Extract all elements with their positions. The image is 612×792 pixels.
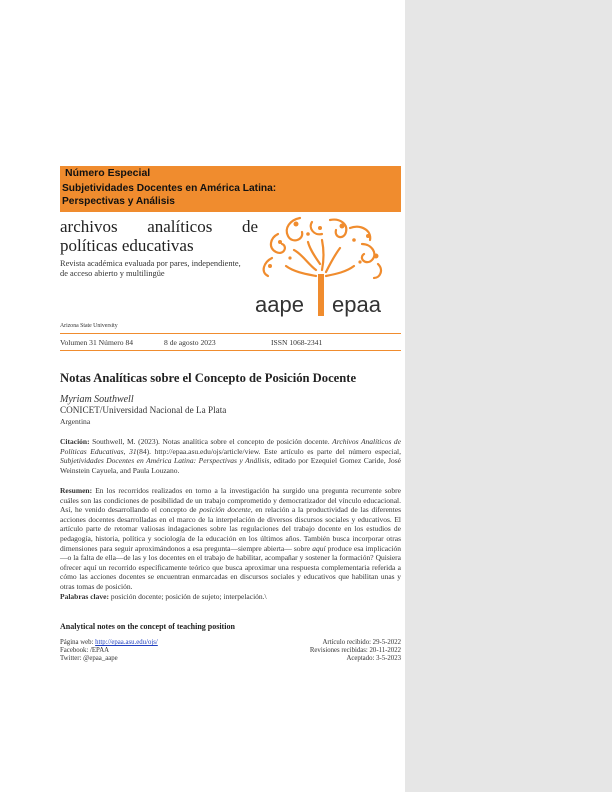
article-title: Notas Analíticas sobre el Concepto de Posición Docente xyxy=(60,371,357,385)
special-issue-banner xyxy=(60,166,401,212)
issue-date: 8 de agosto 2023 xyxy=(164,338,216,347)
logo-text-epaa: epaa xyxy=(332,292,381,317)
journal-word-1: archivos xyxy=(60,217,118,236)
received-date: Artículo recibido: 29-5-2022 xyxy=(322,639,401,646)
special-issue-label: Número Especial xyxy=(65,167,151,179)
english-title: Analytical notes on the concept of teaching position xyxy=(60,622,235,631)
author-affiliation: CONICET/Universidad Nacional de La Plata xyxy=(60,405,227,415)
abstract-label: Resumen: xyxy=(60,486,93,495)
citation-special-issue: Subjetividades Docentes en América Latina: Perspectivas y Análisis xyxy=(60,456,270,466)
abstract-block xyxy=(60,486,401,601)
revised-date: Revisiones recibidas: 20-11-2022 xyxy=(309,647,401,655)
special-issue-title-line2: Perspectivas y Análisis xyxy=(62,196,175,207)
journal-word-3: de xyxy=(241,217,258,236)
web-link[interactable]: http://epaa.asu.edu/ojs/ xyxy=(95,639,158,646)
top-divider xyxy=(60,333,401,334)
citation-text-2: (84). http://epaa.asu.edu/ojs/article/view. Este artículo es parte del número especial, xyxy=(136,446,401,456)
journal-name-line1 xyxy=(60,217,258,236)
comment-sidebar xyxy=(405,0,612,792)
footer-right xyxy=(250,639,401,664)
abstract-text-c: produce esa implicación—o la falta de ella—de las y los docentes en el trabajo de habilitar, acompañar y sostener la formación? Quisiera ofrecer aquí un recorrido específicamente teórico que busca aproximar una respuesta complementaria referida a cómo las acciones docentes se encuentran enmarcadas en discursos sociales y educativos que habilitan unas y otras tomas de posición. xyxy=(60,543,402,591)
keywords-text: posición docente; posición de sujeto; interpelación.\ xyxy=(110,591,267,601)
journal-name-line2: políticas educativas xyxy=(60,236,194,255)
facebook-handle: Facebook: /EPAA xyxy=(60,647,110,655)
journal-description xyxy=(60,259,260,279)
footer-left xyxy=(60,639,158,664)
abstract-term: posición docente, xyxy=(199,505,253,515)
keywords-line xyxy=(60,592,401,602)
abstract-text-a: En los recorridos realizados en torno a la investigación ha surgido una pregunta recurrente sobre cuáles son las condiciones de posibilidad de un trabajo comprometido y democratizador del vínculo educacional. Así, he venido desarrollando el concepto de xyxy=(60,486,402,515)
journal-desc-line2: de acceso abierto y multilingüe xyxy=(60,269,165,278)
citation-text: Southwell, M. (2023). Notas analítica sobre el concepto de posición docente. xyxy=(92,437,330,446)
keywords-label: Palabras clave: xyxy=(60,591,109,601)
twitter-handle: Twitter: @epaa_aape xyxy=(60,655,118,663)
web-line xyxy=(60,639,158,647)
logo-text-aape: aape xyxy=(255,292,304,317)
journal-name xyxy=(60,217,258,255)
journal-desc-line1: Revista académica evaluada por pares, independiente, xyxy=(60,259,241,268)
special-issue-title xyxy=(62,182,362,208)
author-country: Argentina xyxy=(60,417,91,426)
bottom-divider xyxy=(60,350,401,351)
university-label: Arizona State University xyxy=(60,323,118,329)
special-issue-title-line1: Subjetividades Docentes en América Latina: xyxy=(62,183,277,194)
accepted-date: Aceptado: 3-5-2023 xyxy=(346,655,401,663)
abstract-emphasis: aquí xyxy=(312,543,326,553)
abstract-text-b: en relación a la productividad de las diferentes acciones docentes desarrolladas en el marco de la interpelación de diversos discursos sociales y educativos. El artículo parte de retomar valiosas indagaciones sobre las regulaciones del trabajo docente en los estudios de pedagogía, historia, política y sociología de la educación en los últimos años. También busca incorporar otras dimensiones para seguir aproximándonos a esa pregunta—siempre abierta— sobre xyxy=(60,505,402,553)
author-name: Myriam Southwell xyxy=(60,394,134,405)
issue-issn: ISSN 1068-2341 xyxy=(271,338,323,347)
citation-journal: Archivos Analíticos de Políticas Educativas, 31 xyxy=(60,437,401,456)
citation-editors: , editado por Ezequiel Gomez Caride, José Weinstein Cayuela, and Paula Louzano. xyxy=(60,456,401,475)
issue-volume: Volumen 31 Número 84 xyxy=(60,338,134,347)
web-label: Página web: xyxy=(60,639,94,646)
citation-label: Citación: xyxy=(60,437,90,446)
journal-word-2: analíticos xyxy=(147,217,213,236)
citation-block xyxy=(60,437,401,475)
aape-epaa-logo xyxy=(250,214,400,322)
